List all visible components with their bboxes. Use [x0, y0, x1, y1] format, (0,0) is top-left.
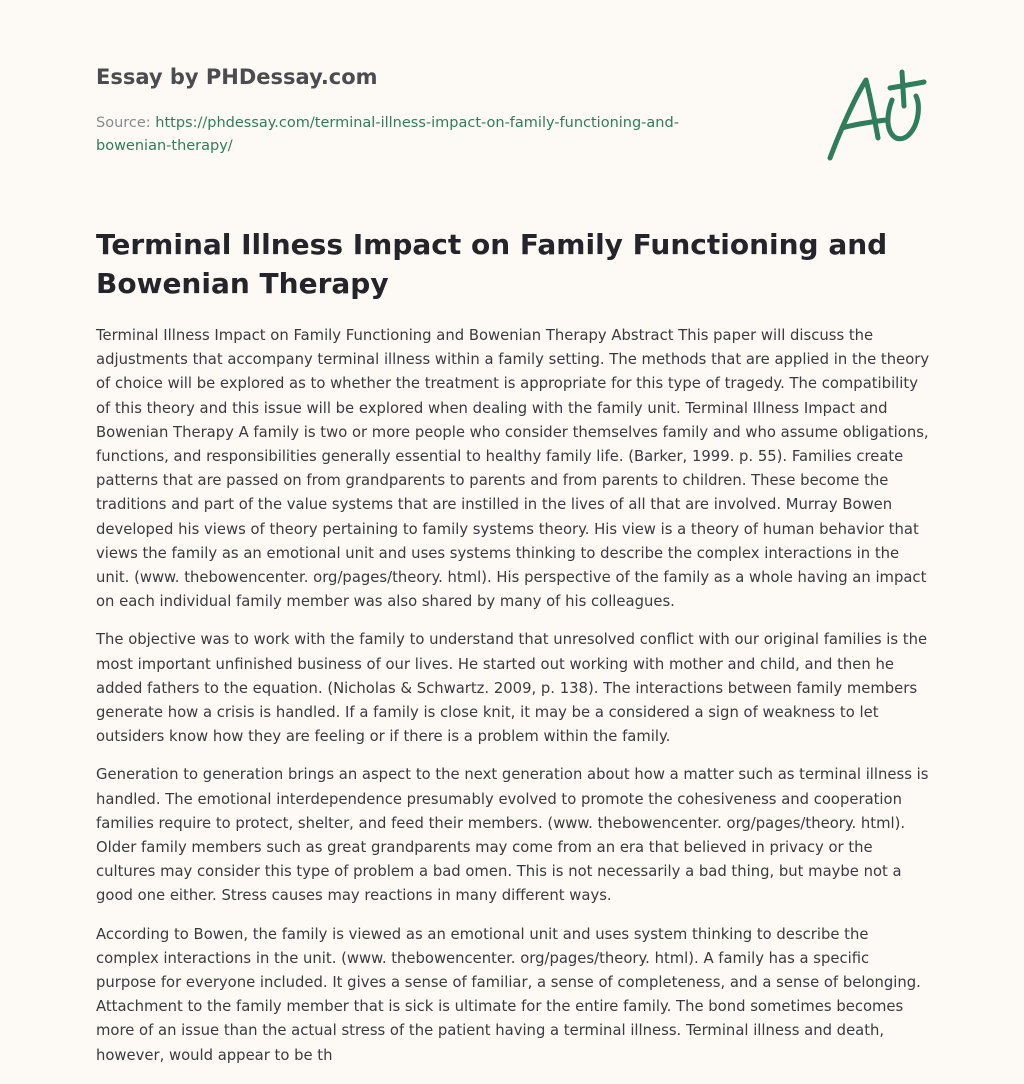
essay-paragraph: According to Bowen, the family is viewed as an emotional unit and uses system thinking to describe the complex interactions in the unit. (www. thebowencenter. org/pages/theory. html). A family has a specific purpose for everyone included. It gives a sense of familiar, a sense of completeness, and a sense of belonging. Attachment to the family member that is sick is ultimate for the entire family. The bond sometimes becomes more of an issue than the actual stress of the patient having a terminal illness. Terminal illness and death, however, would appear to be th [96, 925, 921, 1064]
essay-header [96, 62, 736, 158]
essay-title: Terminal Illness Impact on Family Functioning and Bowenian Therapy [96, 228, 888, 300]
essay-paragraph: The objective was to work with the family to understand that unresolved conflict with our original families is the most important unfinished business of our lives. He started out working with mother and child, and then he added fathers to the equation. (Nicholas & Schwartz. 2009, p. 138). The interactions between family members generate how a crisis is handled. If a family is close knit, it may be a considered a sign of weakness to let outsiders know how they are feeling or if there is a problem within the family. [96, 631, 928, 746]
essay-paragraph: Terminal Illness Impact on Family Functioning and Bowenian Therapy Abstract This paper will discuss the adjustments that accompany terminal illness within a family setting. The methods that are applied in the theory of choice will be explored as to whether the treatment is appropriate for this type of tragedy. The compatibility of this theory and this issue will be explored when dealing with the family unit. Terminal Illness Impact and Bowenian Therapy A family is two or more people who consider themselves family and who assume obligations, functions, and responsibilities generally essential to healthy family life. (Barker, 1999. p. 55). Families create patterns that are passed on from grandparents to parents and from parents to children. These become the traditions and part of the value systems that are instilled in the lives of all that are involved. Murray Bowen developed his views of theory pertaining to family systems theory. His view is a theory of human behavior that views the family as an emotional unit and uses systems thinking to describe the complex interactions in the unit. (www. thebowencenter. org/pages/theory. html). His perspective of the family as a whole having an impact on each individual family member was also shared by many of his colleagues. [96, 327, 930, 611]
site-brand: Essay by PHDessay.com [96, 65, 378, 89]
essay-paragraph: Generation to generation brings an aspect to the next generation about how a matter such as terminal illness is handled. The emotional interdependence presumably evolved to promote the cohesiveness and cooperation families require to protect, shelter, and feed their members. (www. thebowencenter. org/pages/theory. html). Older family members such as great grandparents may come from an era that believed in privacy or the cultures may consider this type of problem a bad omen. This is not necessarily a bad thing, but maybe not a good one either. Stress causes may reactions in many different ways. [96, 766, 929, 905]
source-line [96, 112, 736, 158]
source-label: Source: [96, 115, 156, 131]
source-link[interactable]: https://phdessay.com/terminal-illness-impact-on-family-functioning-and-bowenian-therapy/ [96, 115, 679, 154]
essay-body [96, 324, 930, 1082]
a-plus-logo-icon [820, 66, 930, 166]
